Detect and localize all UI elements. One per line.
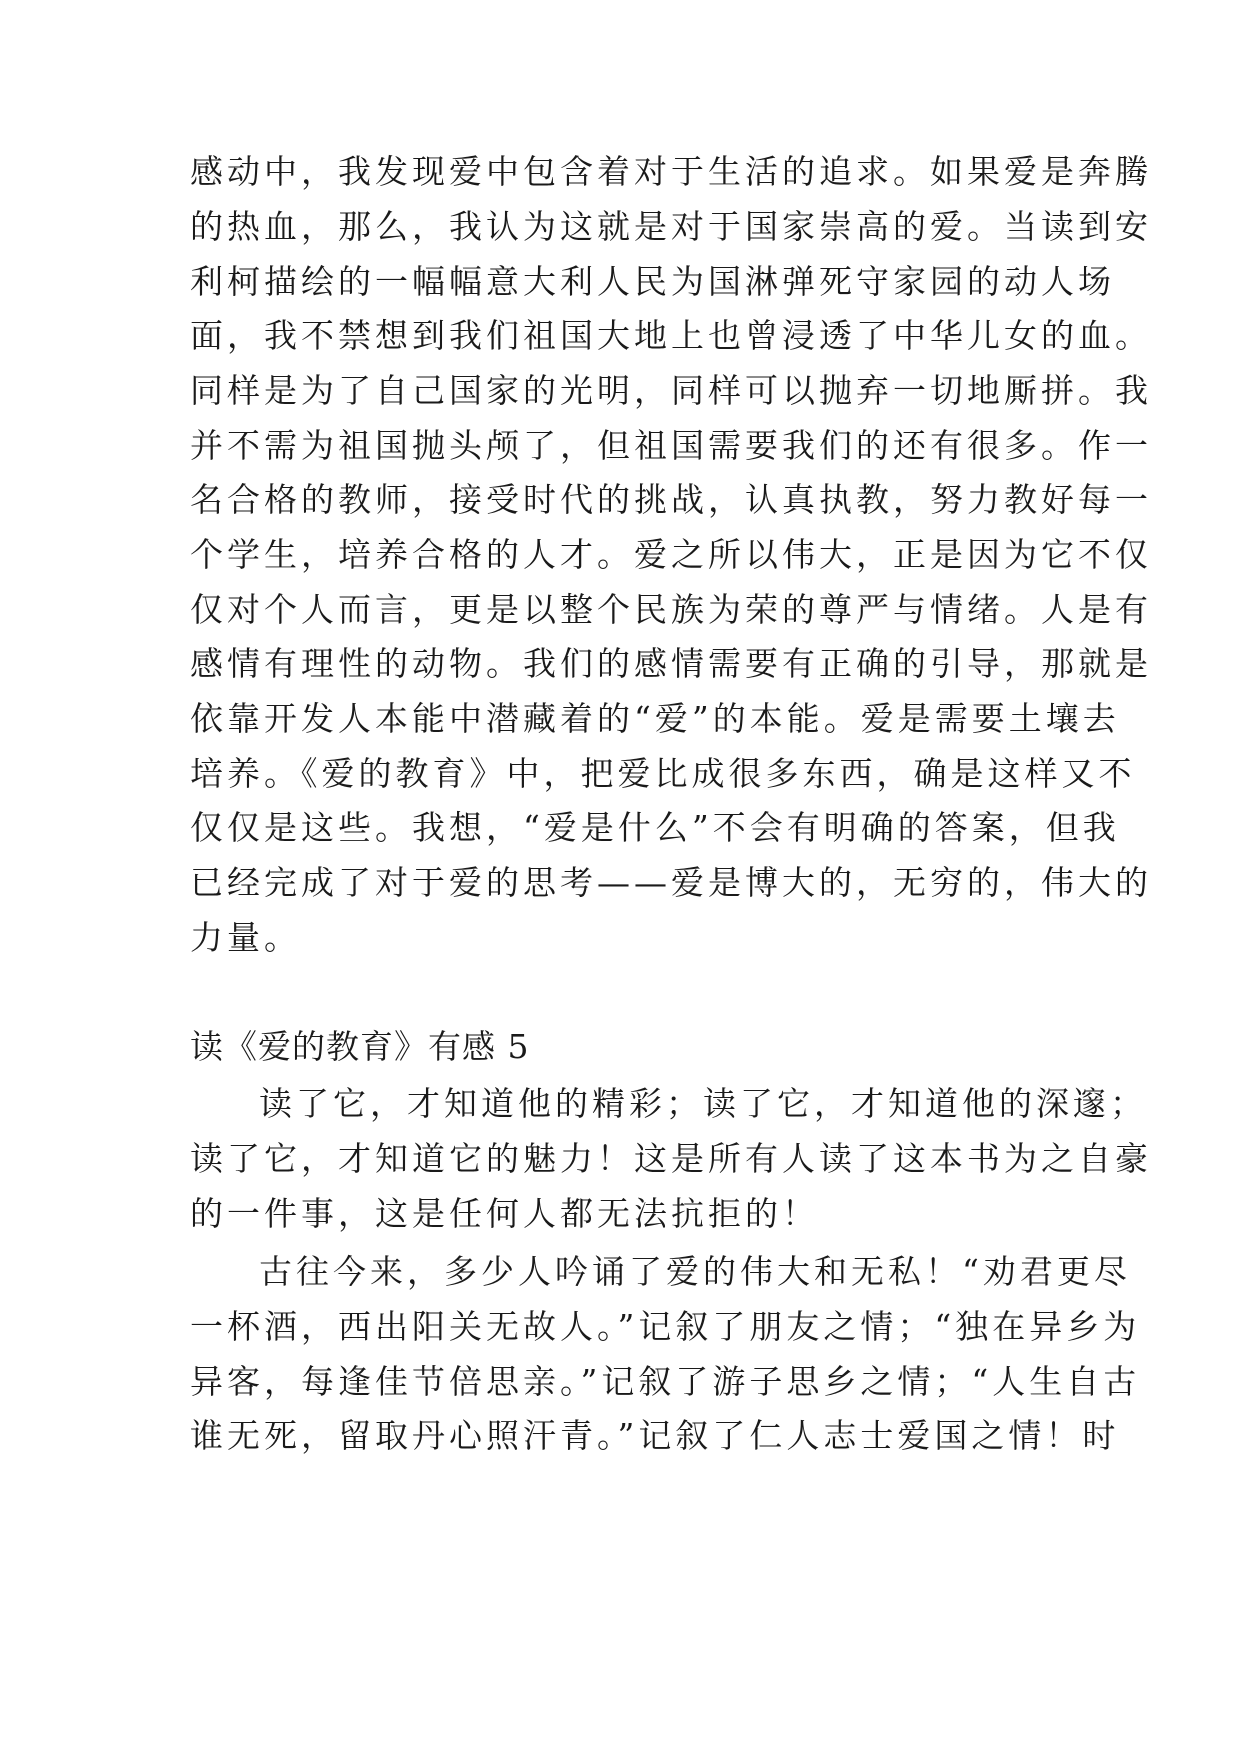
body-line: 的热血，那么，我认为这就是对于国家崇高的爱。当读到安 (190, 207, 1152, 246)
body-line: 读了它，才知道它的魅力！这是所有人读了这本书为之自豪 (190, 1139, 1152, 1178)
body-line: 并不需为祖国抛头颅了，但祖国需要我们的还有很多。作一 (190, 426, 1152, 465)
body-line: 利柯描绘的一幅幅意大利人民为国淋弹死守家园的动人场 (190, 262, 1115, 301)
body-line: 培养。《爱的教育》中，把爱比成很多东西，确是这样又不 (190, 754, 1136, 793)
body-line: 感动中，我发现爱中包含着对于生活的追求。如果爱是奔腾 (190, 152, 1152, 191)
body-line: 异客，每逢佳节倍思亲。”记叙了游子思乡之情；“人生自古 (190, 1362, 1141, 1401)
section-title: 读《爱的教育》有感 5 (190, 1027, 530, 1066)
body-line: 同样是为了自己国家的光明，同样可以抛弃一切地厮拼。我 (190, 371, 1152, 410)
body-line: 感情有理性的动物。我们的感情需要有正确的引导，那就是 (190, 644, 1152, 683)
body-line: 已经完成了对于爱的思考——爱是博大的，无穷的，伟大的 (190, 863, 1152, 902)
body-line: 古往今来，多少人吟诵了爱的伟大和无私！“劝君更尽 (259, 1252, 1131, 1291)
body-line: 仅仅是这些。我想，“爱是什么”不会有明确的答案，但我 (190, 808, 1120, 847)
body-line: 的一件事，这是任何人都无法抗拒的！ (190, 1194, 819, 1233)
body-line: 依靠开发人本能中潜藏着的“爱”的本能。爱是需要土壤去 (190, 699, 1120, 738)
body-line: 力量。 (190, 918, 301, 957)
body-line: 面，我不禁想到我们祖国大地上也曾浸透了中华儿女的血。 (190, 316, 1152, 355)
body-line: 一杯酒，西出阳关无故人。”记叙了朋友之情；“独在异乡为 (190, 1307, 1141, 1346)
body-line: 读了它，才知道他的精彩；读了它，才知道他的深邃； (259, 1084, 1147, 1123)
body-line: 谁无死，留取丹心照汗青。”记叙了仁人志士爱国之情！时 (190, 1416, 1120, 1455)
body-line: 仅对个人而言，更是以整个民族为荣的尊严与情绪。人是有 (190, 590, 1152, 629)
body-line: 名合格的教师，接受时代的挑战，认真执教，努力教好每一 (190, 480, 1152, 519)
body-line: 个学生，培养合格的人才。爱之所以伟大，正是因为它不仅 (190, 535, 1152, 574)
